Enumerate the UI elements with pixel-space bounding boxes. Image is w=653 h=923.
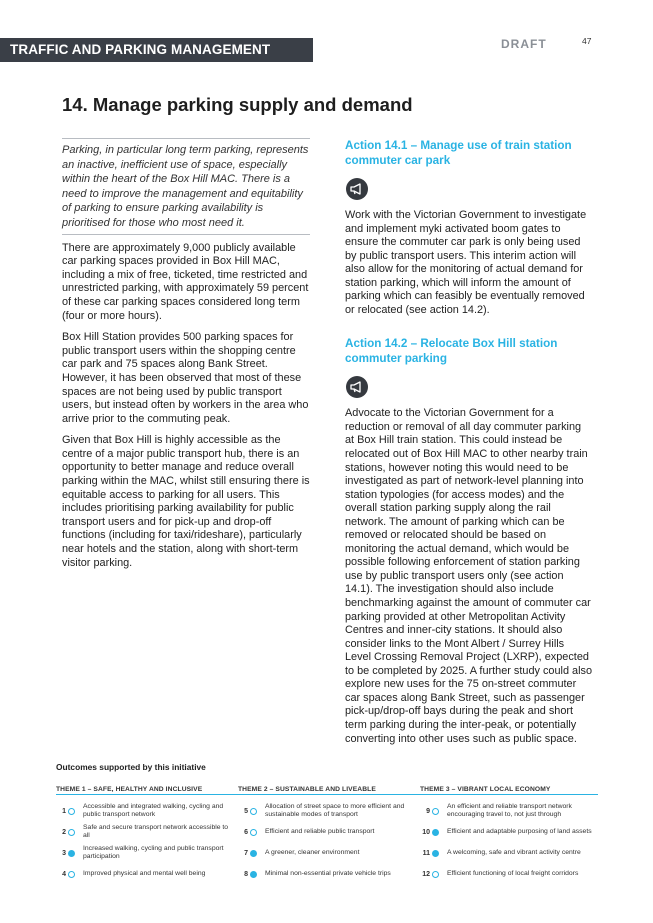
outcome-label: Efficient functioning of local freight corridors (447, 869, 579, 877)
filled-circle-icon (432, 850, 439, 857)
megaphone-icon (346, 376, 368, 398)
outcome-number: 2 (62, 828, 66, 836)
outcome-item (420, 864, 597, 884)
outcomes-heading: Outcomes supported by this initiative (56, 762, 206, 772)
outcome-number: 11 (422, 849, 430, 857)
pull-quote: Parking, in particular long term parking, represents an inactive, inefficient use of space, especially within the heart of the Box Hill MAC. There is a need to improve the management and equitability of parking to ensure parking availability is prioritised for those who most need it. (62, 138, 310, 235)
themes-header-row (56, 779, 598, 795)
empty-circle-icon (68, 829, 75, 836)
outcome-number: 5 (244, 807, 248, 815)
empty-circle-icon (250, 829, 257, 836)
empty-circle-icon (432, 871, 439, 878)
outcome-number: 4 (62, 870, 66, 878)
outcome-number: 8 (244, 870, 248, 878)
body-paragraph: There are approximately 9,000 publicly available car parking spaces provided in Box Hill MAC, including a mix of free, ticketed, time restricted and unrestricted parking, with approximately 59 percent of these car parking spaces considered long term (four or more hours). (62, 241, 309, 322)
outcome-item (56, 822, 233, 842)
outcome-label: Allocation of street space to more efficient and sustainable modes of transport (265, 802, 405, 818)
outcome-label: Minimal non-essential private vehicle trips (265, 869, 391, 877)
body-paragraph: Box Hill Station provides 500 parking spaces for public transport users within the shopping centre car park and 75 spaces along Bank Street. However, it has been observed that most of these spaces are not being used by public transport users, but instead often by workers in the area who arrive prior to the commuting peak. (62, 331, 309, 425)
outcome-number: 10 (422, 828, 430, 836)
outcome-label: A greener, cleaner environment (265, 848, 360, 856)
theme-title: THEME 2 – SUSTAINABLE AND LIVEABLE (238, 786, 376, 793)
empty-circle-icon (68, 871, 75, 878)
outcome-label: Safe and secure transport network accessible to all (83, 823, 229, 839)
action-block (345, 139, 593, 317)
draft-watermark: DRAFT (501, 37, 547, 51)
outcome-item (56, 801, 233, 821)
page-number: 47 (582, 36, 592, 46)
section-title: TRAFFIC AND PARKING MANAGEMENT (10, 42, 271, 57)
outcome-number: 9 (426, 807, 430, 815)
theme-title: THEME 1 – SAFE, HEALTHY AND INCLUSIVE (56, 786, 203, 793)
right-column (345, 139, 593, 746)
outcome-label: Accessible and integrated walking, cycling and public transport network (83, 802, 224, 818)
filled-circle-icon (250, 871, 257, 878)
action-block (345, 337, 593, 746)
megaphone-icon (346, 178, 368, 200)
outcome-number: 12 (422, 870, 430, 878)
outcome-label: Efficient and reliable public transport (265, 827, 375, 835)
outcome-label: Increased walking, cycling and public transport participation (83, 844, 224, 860)
outcome-item (238, 843, 415, 863)
empty-circle-icon (432, 808, 439, 815)
empty-circle-icon (68, 808, 75, 815)
outcome-label: An efficient and reliable transport network encouraging travel to, not just through (447, 802, 572, 818)
outcome-number: 3 (62, 849, 66, 857)
outcome-item (56, 843, 233, 863)
body-paragraph: Given that Box Hill is highly accessible as the centre of a major public transport hub, there is an opportunity to better manage and reduce overall parking within the MAC, whilst still ensuring there is equitable access to parking for all users. This includes prioritising parking availability for public transport users and for pick-up and drop-off functions (including for taxi/rideshare), particularly near hotels and the station, along with short-term visitor parking. (62, 434, 310, 569)
filled-circle-icon (68, 850, 75, 857)
action-title: Action 14.1 – Manage use of train station commuter car park (345, 139, 572, 167)
action-text: Advocate to the Victorian Government for a reduction or removal of all day commuter parking at Box Hill train station. This could instead be relocated out of Box Hill MAC to other nearby train stations, however noting this would need to be investigated as part of network-level planning into station typologies (for access modes) and the overall station parking supply along the rail network. The amount of parking which can be removed or relocated should be based on monitoring the actual demand, which would be possible following enforcement of station parking use by public transport users only (see action 14.1). The investigation should also include benchmarking against the amount of commuter car parking provided at other Metropolitan Activity Centres and inner-city stations. It should also consider links to the Mont Albert / Surrey Hills Level Crossing Removal Project (LXRP), expected to be completed by 2025. A further study could also explore new uses for the 75 on-street commuter car spaces along Bank Street, such as passenger pick-up/drop-off bays during the peak and short term parking during the inter-peak, or potentially converting into other uses such as public space. (345, 407, 593, 745)
filled-circle-icon (250, 850, 257, 857)
action-title: Action 14.2 – Relocate Box Hill station commuter parking (345, 337, 558, 365)
outcome-item (420, 801, 597, 821)
theme-title: THEME 3 – VIBRANT LOCAL ECONOMY (420, 786, 551, 793)
outcome-item (56, 864, 233, 884)
outcome-label: Efficient and adaptable purposing of land assets (447, 827, 592, 835)
empty-circle-icon (250, 808, 257, 815)
outcome-number: 7 (244, 849, 248, 857)
left-column (62, 138, 310, 570)
outcome-number: 1 (62, 807, 66, 815)
section-header-band (0, 38, 313, 62)
outcome-label: A welcoming, safe and vibrant activity centre (447, 848, 581, 856)
outcome-number: 6 (244, 828, 248, 836)
outcome-label: Improved physical and mental well being (83, 869, 206, 877)
outcome-item (238, 822, 415, 842)
outcome-item (420, 843, 597, 863)
outcome-item (420, 822, 597, 842)
outcome-item (238, 801, 415, 821)
outcome-item (238, 864, 415, 884)
page-title: 14. Manage parking supply and demand (62, 94, 413, 115)
filled-circle-icon (432, 829, 439, 836)
action-text: Work with the Victorian Government to investigate and implement myki activated boom gates to ensure the commuter car park is only being used by public transport users. This interim action will also allow for the monitoring of actual demand for station parking, which will inform the amount of parking which can feasibly be eventually removed or relocated (see action 14.2). (345, 209, 587, 316)
